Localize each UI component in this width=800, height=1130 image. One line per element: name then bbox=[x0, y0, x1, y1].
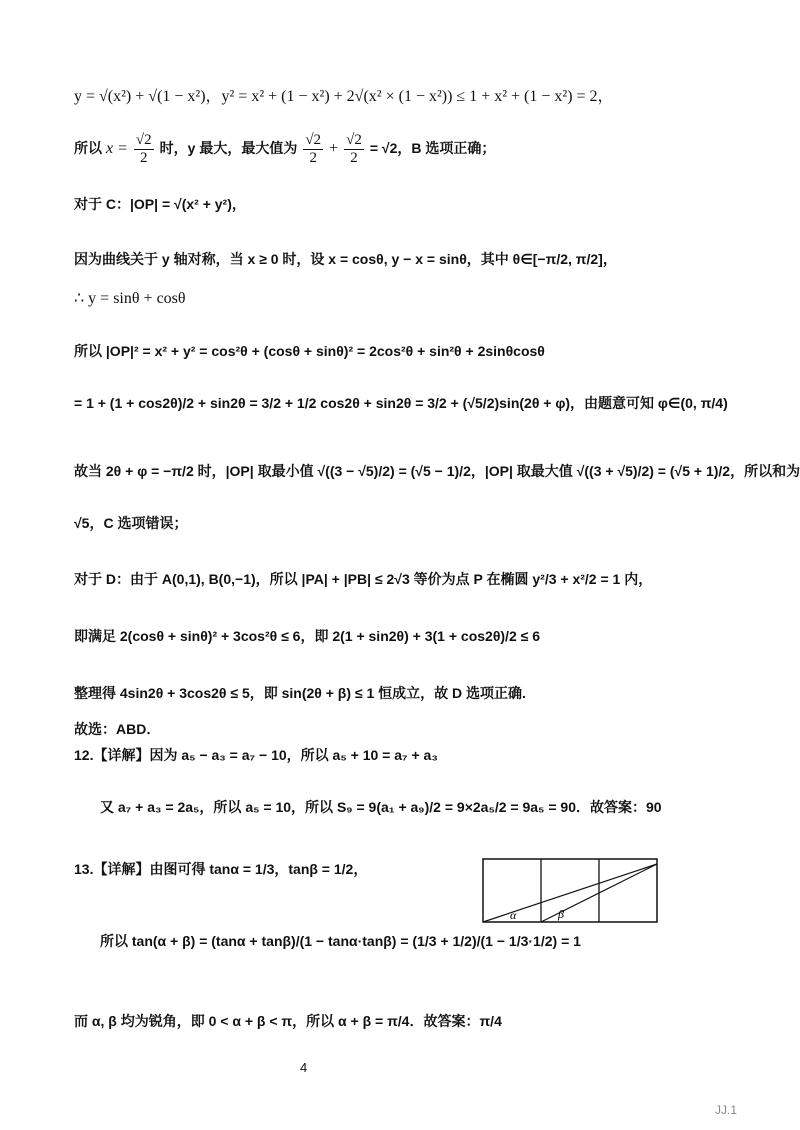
line-12: 整理得 4sin2θ + 3cos2θ ≤ 5，即 sin(2θ + β) ≤ 1 恒成立，故 D 选项正确. bbox=[74, 685, 526, 701]
alpha-label: α bbox=[510, 908, 517, 922]
line-18: 而 α, β 均为锐角，即 0 < α + β < π，所以 α + β = π/4．故答案：π/4 bbox=[74, 1013, 502, 1029]
fraction bbox=[344, 132, 364, 167]
watermark: JJ.1 bbox=[715, 1103, 738, 1117]
line-1: y = √(x²) + √(1 − x²)，y² = x² + (1 − x²) + 2√(x² × (1 − x²)) ≤ 1 + x² + (1 − x²) = 2， bbox=[74, 88, 614, 105]
line-3: 对于 C：|OP| = √(x² + y²)， bbox=[74, 196, 246, 212]
line-13: 故选：ABD． bbox=[74, 721, 161, 737]
angle-figure bbox=[482, 858, 658, 924]
denominator: 2 bbox=[309, 150, 317, 166]
page-number: 4 bbox=[300, 1060, 308, 1075]
denominator: 2 bbox=[350, 150, 358, 166]
line-15: 又 a₇ + a₃ = 2a₅，所以 a₅ = 10，所以 S₉ = 9(a₁ + a₉)/2 = 9×2a₅/2 = 9a₅ = 90．故答案：90 bbox=[100, 799, 662, 815]
denominator: 2 bbox=[140, 150, 148, 166]
beta-label: β bbox=[558, 907, 564, 921]
line-11: 即满足 2(cosθ + sinθ)² + 3cos²θ ≤ 6，即 2(1 + sin2θ) + 3(1 + cos2θ)/2 ≤ 6 bbox=[74, 628, 540, 644]
numerator: √2 bbox=[305, 132, 322, 148]
line-6: 所以 |OP|² = x² + y² = cos²θ + (cosθ + sinθ)² = 2cos²θ + sin²θ + 2sinθcosθ bbox=[74, 343, 545, 359]
line-7: = 1 + (1 + cos2θ)/2 + sin2θ = 3/2 + 1/2 cos2θ + sin2θ = 3/2 + (√5/2)sin(2θ + φ)，由题意可知 φ∈(0, π/4) bbox=[74, 395, 728, 411]
line-17: 所以 tan(α + β) = (tanα + tanβ)/(1 − tanα·tanβ) = (1/3 + 1/2)/(1 − 1/3·1/2) = 1 bbox=[100, 933, 581, 949]
line-2 bbox=[74, 132, 495, 167]
text: = √2，B 选项正确； bbox=[369, 140, 496, 157]
numerator: √2 bbox=[346, 132, 362, 148]
text: 所以 bbox=[74, 140, 102, 157]
fraction bbox=[303, 132, 323, 167]
line-16: 13.【详解】由图可得 tanα = 1/3，tanβ = 1/2， bbox=[74, 861, 368, 877]
line-10: 对于 D：由于 A(0,1), B(0,−1)，所以 |PA| + |PB| ≤ 2√3 等价为点 P 在椭圆 y²/3 + x²/2 = 1 内， bbox=[74, 571, 653, 587]
plus-sign: + bbox=[329, 140, 339, 158]
numerator: √2 bbox=[135, 132, 152, 148]
line-5: ∴ y = sinθ + cosθ bbox=[74, 290, 186, 307]
line-4: 因为曲线关于 y 轴对称，当 x ≥ 0 时，设 x = cosθ, y − x = sinθ，其中 θ∈[−π/2, π/2]， bbox=[74, 251, 617, 267]
text: x = bbox=[106, 140, 128, 158]
line-14: 12.【详解】因为 a₅ − a₃ = a₇ − 10，所以 a₅ + 10 = a₇ + a₃ bbox=[74, 747, 438, 763]
fraction bbox=[134, 132, 154, 167]
line-8: 故当 2θ + φ = −π/2 时，|OP| 取最小值 √((3 − √5)/2) = (√5 − 1)/2，|OP| 取最大值 √((3 + √5)/2) = (√5 + 1)/2，所以和为 bbox=[74, 463, 800, 479]
text: 时，y 最大，最大值为 bbox=[159, 140, 298, 157]
line-9: √5，C 选项错误； bbox=[74, 515, 188, 531]
